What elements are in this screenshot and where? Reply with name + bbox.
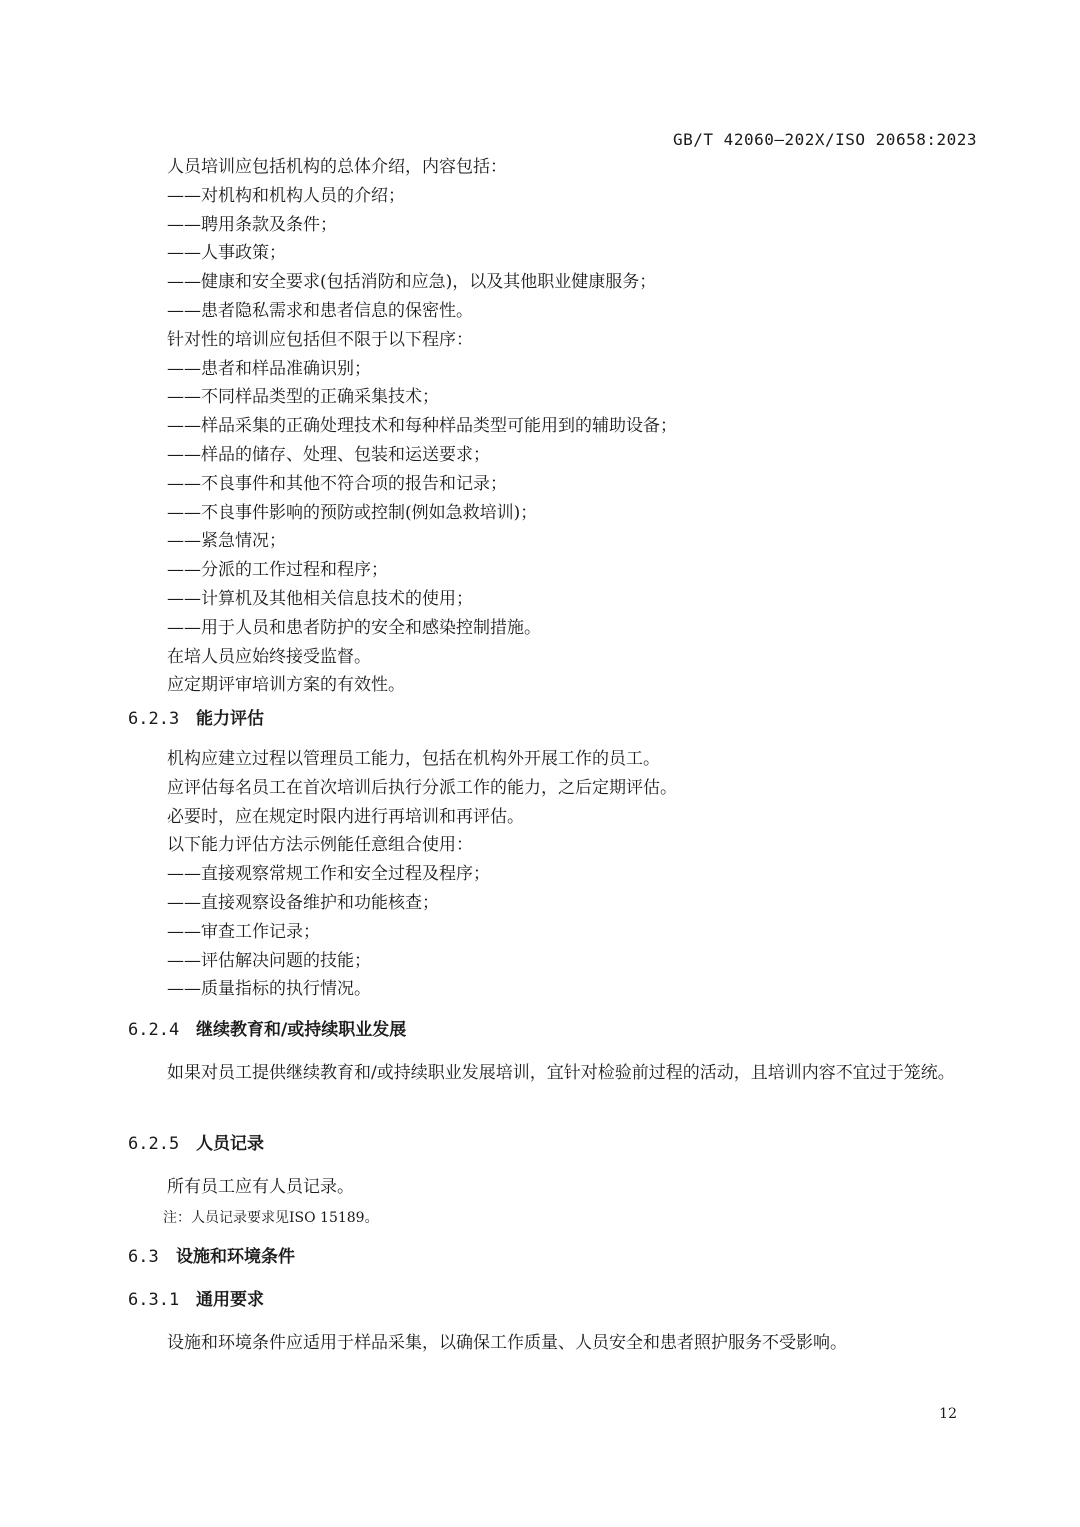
text-line: 机构应建立过程以管理员工能力，包括在机构外开展工作的员工。 — [167, 749, 660, 769]
text-line: 人员培训应包括机构的总体介绍，内容包括： — [167, 157, 507, 177]
list-item: ——评估解决问题的技能； — [167, 950, 371, 971]
list-item: ——不同样品类型的正确采集技术； — [167, 387, 439, 408]
text-line: 应评估每名员工在首次培训后执行分派工作的能力，之后定期评估。 — [167, 777, 677, 798]
section-number: 6.2.5 — [128, 1134, 180, 1154]
section-number: 6.2.4 — [128, 1020, 180, 1040]
list-item: ——不良事件影响的预防或控制(例如急救培训)； — [167, 502, 538, 523]
section-number: 6.3.1 — [128, 1290, 180, 1310]
list-item: ——样品的储存、处理、包装和运送要求； — [167, 445, 490, 465]
list-item: ——健康和安全要求(包括消防和应急)，以及其他职业健康服务； — [167, 272, 657, 293]
section-title: 人员记录 — [196, 1134, 264, 1154]
section-heading-6-2-3 — [128, 709, 264, 729]
list-item: ——分派的工作过程和程序； — [167, 560, 388, 581]
section-heading-6-2-4 — [128, 1020, 406, 1040]
list-item: ——样品采集的正确处理技术和每种样品类型可能用到的辅助设备； — [167, 416, 677, 437]
section-title: 通用要求 — [196, 1290, 264, 1310]
section-title: 能力评估 — [196, 709, 264, 729]
list-item: ——直接观察常规工作和安全过程及程序； — [167, 864, 490, 885]
note: 注：人员记录要求见ISO 15189。 — [163, 1210, 379, 1226]
list-item: ——直接观察设备维护和功能核查； — [167, 893, 439, 913]
list-item: ——聘用条款及条件； — [167, 214, 337, 235]
list-item: ——不良事件和其他不符合项的报告和记录； — [167, 473, 507, 494]
section-heading-6-3-1 — [128, 1290, 264, 1310]
section-number: 6.2.3 — [128, 709, 180, 729]
section-number: 6.3 — [128, 1247, 159, 1267]
document-header: GB/T 42060—202X/ISO 20658:2023 — [673, 130, 977, 149]
list-item: ——计算机及其他相关信息技术的使用； — [167, 589, 473, 609]
list-item: ——审查工作记录； — [167, 921, 320, 942]
section-title: 继续教育和/或持续职业发展 — [196, 1020, 407, 1040]
text-line: 必要时，应在规定时限内进行再培训和再评估。 — [167, 806, 524, 827]
list-item: ——紧急情况； — [167, 531, 286, 552]
text-line: 在培人员应始终接受监督。 — [167, 646, 371, 667]
list-item: ——对机构和机构人员的介绍； — [167, 185, 405, 206]
page-number: 12 — [939, 1406, 957, 1422]
list-item: ——患者隐私需求和患者信息的保密性。 — [167, 301, 473, 321]
list-item: ——患者和样品准确识别； — [167, 358, 371, 379]
list-item: ——质量指标的执行情况。 — [167, 979, 371, 1000]
section-title: 设施和环境条件 — [176, 1247, 295, 1267]
continuing-education-paragraph: 如果对员工提供继续教育和/或持续职业发展培训，宜针对检验前过程的活动，且培训内容不宜过于笼统。 — [167, 1063, 955, 1083]
text-line: 应定期评审培训方案的有效性。 — [167, 675, 405, 696]
list-item: ——人事政策； — [167, 243, 286, 264]
general-requirements-line: 设施和环境条件应适用于样品采集，以确保工作质量、人员安全和患者照护服务不受影响。 — [167, 1333, 847, 1353]
section-heading-6-2-5 — [128, 1134, 264, 1154]
text-line: 以下能力评估方法示例能任意组合使用： — [167, 835, 473, 856]
personnel-records-line: 所有员工应有人员记录。 — [167, 1177, 354, 1197]
text-line: 针对性的培训应包括但不限于以下程序： — [167, 329, 473, 350]
list-item: ——用于人员和患者防护的安全和感染控制措施。 — [167, 617, 541, 638]
section-heading-6-3 — [128, 1247, 295, 1267]
